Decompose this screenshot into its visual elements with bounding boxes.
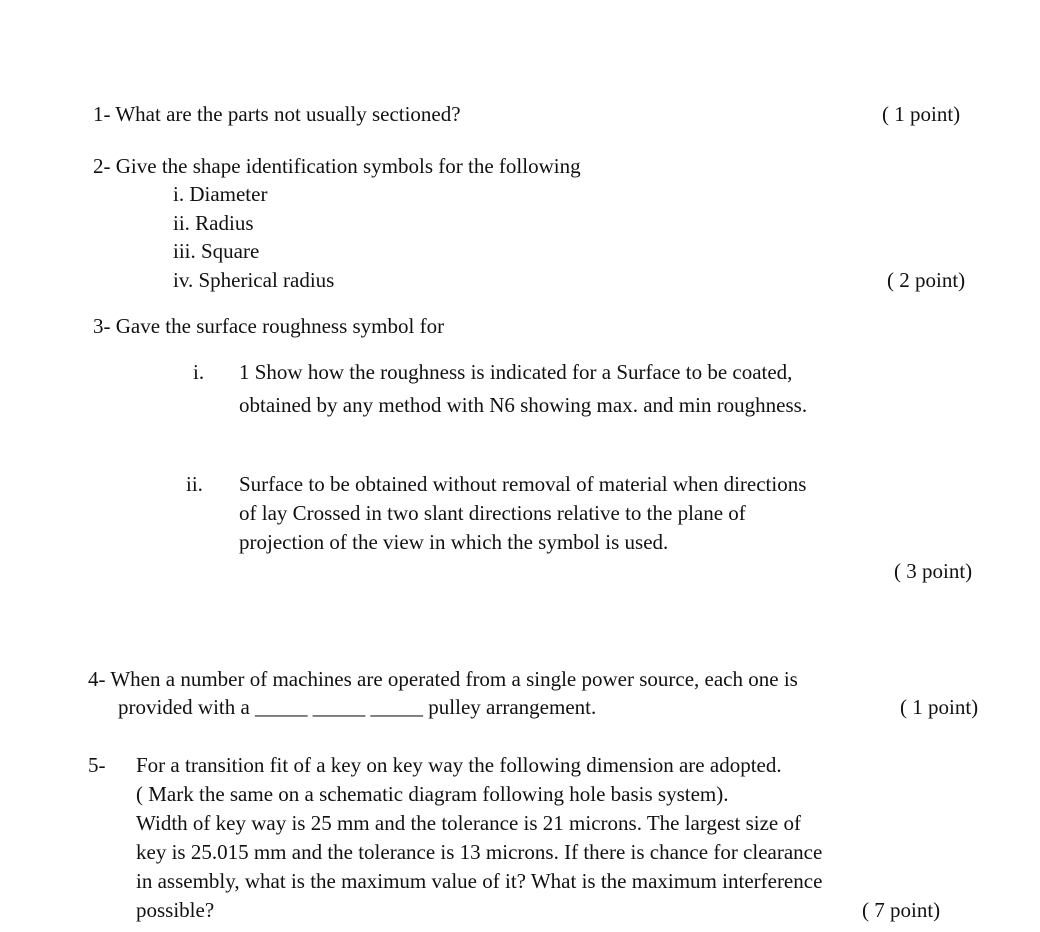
question-3-sub-i-line: 1 Show how the roughness is indicated for a Surface to be coated,: [239, 360, 793, 384]
question-5-line: Width of key way is 25 mm and the tolerance is 21 microns. The largest size of: [136, 811, 801, 835]
question-4-line-2: provided with a _____ _____ _____ pulley arrangement.: [118, 695, 597, 719]
question-5-line: in assembly, what is the maximum value of it? What is the maximum interference: [136, 869, 823, 893]
question-2-item: ii. Radius: [173, 211, 254, 235]
question-3-text: 3- Gave the surface roughness symbol for: [93, 314, 445, 338]
question-5-line: key is 25.015 mm and the tolerance is 13 microns. If there is chance for clearance: [136, 840, 823, 864]
question-1-text: 1- What are the parts not usually sectioned?: [93, 102, 461, 126]
question-4-line-1: 4- When a number of machines are operated from a single power source, each one is: [88, 667, 798, 691]
question-3-sub-ii-marker: ii.: [186, 472, 203, 496]
question-3-points: ( 3 point): [894, 559, 973, 583]
question-5-marker: 5-: [88, 753, 106, 777]
question-2-item: iv. Spherical radius: [173, 268, 335, 292]
question-2-text: 2- Give the shape identification symbols for the following: [93, 154, 581, 178]
question-3-sub-ii-line: projection of the view in which the symbol is used.: [239, 530, 669, 554]
question-3-sub-i-line: obtained by any method with N6 showing max. and min roughness.: [239, 393, 808, 417]
question-3-sub-i-marker: i.: [193, 360, 205, 384]
question-2-item: i. Diameter: [173, 182, 268, 206]
question-2-points: ( 2 point): [887, 268, 966, 292]
question-3-sub-ii-line: of lay Crossed in two slant directions relative to the plane of: [239, 501, 746, 525]
question-5-line: possible?: [136, 898, 215, 922]
question-5-line: ( Mark the same on a schematic diagram following hole basis system).: [136, 782, 729, 806]
question-1-points: ( 1 point): [882, 102, 961, 126]
question-5-line: For a transition fit of a key on key way the following dimension are adopted.: [136, 753, 782, 777]
question-5-points: ( 7 point): [862, 898, 941, 922]
question-2-item: iii. Square: [173, 239, 260, 263]
question-4-points: ( 1 point): [900, 695, 979, 719]
question-3-sub-ii-line: Surface to be obtained without removal of material when directions: [239, 472, 807, 496]
